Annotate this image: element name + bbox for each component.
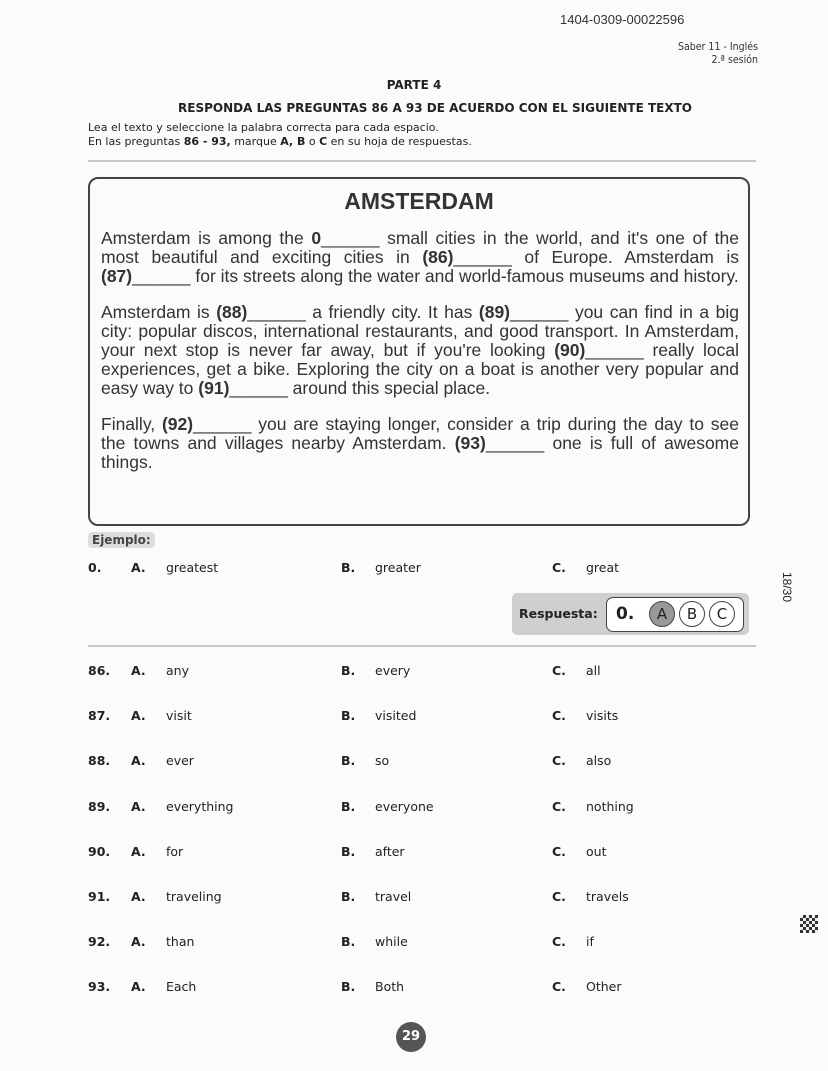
divider: [88, 160, 756, 162]
option-c: great: [586, 560, 620, 575]
document-code: 1404-0309-00022596: [560, 12, 685, 27]
qr-code: [800, 915, 818, 933]
text-segment: ______ you can find in a big city: popular discos, international restaurants, and good transport. In Amsterdam, your next stop is never far away, but if you're looking: [101, 302, 740, 360]
option-a: greatest: [166, 560, 219, 575]
question-row: [0, 708, 828, 728]
page-number: 29: [396, 1022, 426, 1052]
exam-session: 2.ª sesión: [711, 54, 758, 66]
option-letter-b: B.: [341, 753, 356, 769]
text-segment: o: [305, 135, 320, 148]
option-letter-b: B.: [341, 889, 356, 904]
option-a: than: [166, 934, 195, 950]
text-segment: en su hoja de respuestas.: [327, 135, 472, 148]
text-segment: Amsterdam is among the: [101, 228, 312, 248]
blank-number: 86 - 93,: [183, 135, 231, 148]
blank-number: (91): [198, 378, 230, 398]
option-letter-c: C.: [552, 798, 566, 814]
blank-number: (89): [478, 302, 511, 322]
option-letter-b: B.: [341, 798, 356, 814]
option-b: every: [375, 663, 411, 678]
bubble-a-filled: A: [649, 601, 675, 627]
option-b: Both: [375, 979, 405, 995]
option-letter-c: C.: [552, 753, 566, 769]
option-letter-a: A.: [131, 753, 146, 769]
exam-info: [678, 41, 758, 67]
blank-number: A, B: [280, 135, 306, 148]
option-b: visited: [375, 708, 417, 724]
text-segment: ______ of Europe. Amsterdam is: [453, 247, 739, 267]
option-letter-b: B.: [341, 708, 356, 724]
text-segment: ______ a friendly city. It has: [247, 302, 479, 322]
option-a: everything: [166, 798, 234, 814]
blank-number: (93): [454, 433, 486, 453]
option-a: traveling: [166, 889, 222, 904]
answer-bubbles: [606, 597, 744, 632]
option-letter-c: C.: [552, 663, 566, 678]
option-letter-a: A.: [131, 798, 146, 814]
option-letter-c: C.: [552, 934, 566, 950]
passage-text: [101, 229, 739, 489]
question-row: [0, 844, 828, 864]
section-title: PARTE 4: [386, 78, 442, 92]
option-a: visit: [166, 708, 192, 724]
option-letter-a: A.: [131, 843, 146, 859]
option-b: greater: [375, 560, 421, 575]
instruction-2: [88, 135, 472, 149]
option-b: after: [375, 843, 405, 859]
example-question: [0, 560, 828, 580]
question-number: 87.: [88, 708, 111, 724]
option-letter-a: A.: [131, 934, 146, 950]
option-b: while: [375, 934, 408, 950]
text-segment: ______ one is full of awesome things.: [101, 433, 739, 472]
question-row: [0, 663, 828, 683]
question-number: 86.: [88, 663, 111, 678]
option-letter-c: C.: [552, 708, 566, 724]
option-letter-c: C.: [552, 560, 566, 575]
option-c: nothing: [586, 798, 634, 814]
answer-number: 0.: [616, 604, 635, 624]
question-number: 92.: [88, 934, 111, 950]
option-c: visits: [586, 708, 619, 724]
instructions: [88, 121, 472, 149]
blank-number: C: [319, 135, 328, 148]
option-letter-b: B.: [341, 663, 356, 678]
option-b: so: [375, 753, 390, 769]
text-segment: ______ for its streets along the water and world-famous museums and history.: [132, 266, 739, 286]
option-letter-c: C.: [552, 979, 566, 995]
answer-label: Respuesta:: [519, 606, 598, 621]
option-letter-b: B.: [341, 979, 356, 995]
passage-title: AMSTERDAM: [344, 188, 494, 214]
blank-number: (90): [554, 340, 586, 360]
question-number: 88.: [88, 753, 111, 769]
section-heading: RESPONDA LAS PREGUNTAS 86 A 93 DE ACUERDO CON EL SIGUIENTE TEXTO: [178, 101, 692, 115]
option-c: all: [586, 663, 601, 678]
option-c: travels: [586, 889, 629, 904]
option-letter-a: A.: [131, 889, 146, 904]
blank-number: (87): [101, 266, 133, 286]
example-answer: [512, 593, 749, 635]
question-row: [0, 889, 828, 909]
option-b: everyone: [375, 798, 434, 814]
question-row: [0, 979, 828, 999]
passage-paragraph: [101, 229, 739, 286]
option-b: travel: [375, 889, 412, 904]
question-number: 0.: [88, 560, 102, 575]
blank-number: (88): [216, 302, 248, 322]
option-letter-b: B.: [341, 843, 356, 859]
option-a: any: [166, 663, 189, 678]
bubble-b: B: [679, 601, 705, 627]
text-segment: Amsterdam is: [101, 302, 217, 322]
option-letter-a: A.: [131, 560, 146, 575]
passage-paragraph: [101, 415, 739, 472]
option-letter-a: A.: [131, 979, 146, 995]
blank-number: (92): [161, 414, 194, 434]
option-letter-c: C.: [552, 889, 566, 904]
option-c: Other: [586, 979, 622, 995]
text-segment: ______ you are staying longer, consider a trip during the day to see the towns and villages nearby Amsterdam.: [101, 414, 739, 453]
option-c: out: [586, 843, 607, 859]
text-segment: Finally,: [101, 414, 162, 434]
bubble-c: C: [709, 601, 735, 627]
question-row: [0, 753, 828, 773]
example-label: Ejemplo:: [88, 532, 155, 548]
text-segment: ______ around this special place.: [229, 378, 491, 398]
blank-number: (86): [422, 247, 454, 267]
divider: [88, 645, 756, 647]
question-number: 93.: [88, 979, 111, 995]
option-letter-b: B.: [341, 560, 356, 575]
question-row: [0, 934, 828, 954]
question-row: [0, 799, 828, 819]
option-c: if: [586, 934, 594, 950]
option-a: ever: [166, 753, 194, 769]
option-a: for: [166, 843, 184, 859]
question-number: 91.: [88, 889, 111, 904]
option-letter-b: B.: [341, 934, 356, 950]
question-number: 90.: [88, 843, 111, 859]
text-segment: ______ really local experiences, get a bike. Exploring the city on a boat is another very popular and easy way to: [101, 340, 739, 398]
text-segment: marque: [230, 135, 281, 148]
option-letter-a: A.: [131, 708, 146, 724]
text-segment: En las preguntas: [88, 135, 184, 148]
question-number: 89.: [88, 798, 111, 814]
blank-number: 0: [311, 228, 322, 248]
option-letter-a: A.: [131, 663, 146, 678]
option-c: also: [586, 753, 612, 769]
passage-paragraph: [101, 303, 739, 398]
option-letter-c: C.: [552, 843, 566, 859]
exam-name: Saber 11 - Inglés: [677, 41, 758, 53]
option-a: Each: [166, 979, 197, 995]
sheet-number: 18/30: [780, 572, 794, 603]
text-segment: ______ small cities in the world, and it's one of the most beautiful and exciting cities in: [101, 228, 740, 267]
instruction-1: Lea el texto y seleccione la palabra correcta para cada espacio.: [88, 121, 439, 134]
